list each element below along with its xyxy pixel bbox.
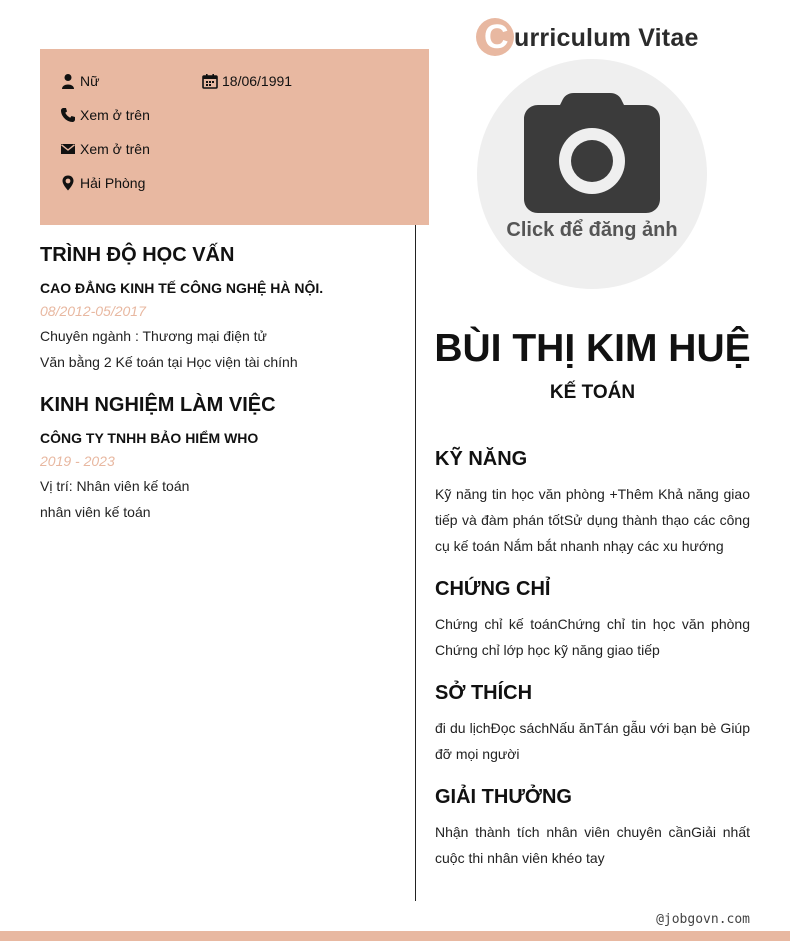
- footer-brand: @jobgovn.com: [656, 912, 750, 927]
- photo-upload[interactable]: [477, 59, 707, 289]
- logo-initial: C: [484, 18, 509, 56]
- candidate-job-title: KẾ TOÁN: [549, 382, 636, 403]
- education-school: CAO ĐẲNG KINH TẾ CÔNG NGHỆ HÀ NỘI.: [40, 280, 324, 296]
- skills-text: Kỹ năng tin học văn phòng +Thêm Khả năng giao tiếp và đàm phán tốtSử dụng thành thạo các công cụ kế toán Nắm bắt nhanh nhạy các xu hướng: [435, 486, 750, 554]
- awards-heading: GIẢI THƯỞNG: [435, 786, 572, 808]
- column-divider: [415, 225, 416, 901]
- contact-info-box: [40, 49, 429, 225]
- hobbies-heading: SỞ THÍCH: [435, 682, 533, 704]
- cv-logo: [476, 16, 716, 60]
- education-line: Văn bằng 2 Kế toán tại Học viện tài chính: [40, 354, 298, 370]
- education-period: 08/2012-05/2017: [40, 303, 146, 319]
- experience-heading: KINH NGHIỆM LÀM VIỆC: [40, 394, 276, 416]
- address-value: Hải Phòng: [80, 175, 146, 191]
- experience-period: 2019 - 2023: [40, 453, 115, 469]
- education-heading: TRÌNH ĐỘ HỌC VẤN: [40, 244, 235, 266]
- candidate-name: BÙI THỊ KIM HUỆ: [434, 327, 751, 370]
- hobbies-text: đi du lịchĐọc sáchNấu ănTán gẫu với bạn bè Giúp đỡ mọi người: [435, 720, 750, 762]
- email-item: [60, 141, 150, 157]
- location-icon: [60, 175, 76, 191]
- birthdate-value: 18/06/1991: [222, 73, 293, 89]
- person-icon: [60, 73, 76, 89]
- address-item: [60, 175, 145, 191]
- camera-icon: [524, 93, 660, 213]
- education-line: Chuyên ngành : Thương mại điện tử: [40, 328, 267, 344]
- certificates-text: Chứng chỉ kế toánChứng chỉ tin học văn phòng Chứng chỉ lớp học kỹ năng giao tiếp: [435, 616, 750, 658]
- certificates-heading: CHỨNG CHỈ: [435, 578, 551, 600]
- phone-value: Xem ở trên: [80, 107, 150, 123]
- awards-text: Nhận thành tích nhân viên chuyên cầnGiải nhất cuộc thi nhân viên khéo tay: [435, 824, 750, 866]
- email-value: Xem ở trên: [80, 141, 150, 157]
- experience-line: Vị trí: Nhân viên kế toán: [40, 478, 190, 494]
- footer-bar: [0, 931, 790, 941]
- calendar-icon: [202, 73, 218, 89]
- experience-line: nhân viên kế toán: [40, 504, 151, 520]
- skills-heading: KỸ NĂNG: [435, 448, 528, 470]
- mail-icon: [60, 141, 76, 157]
- logo-text: urriculum Vitae: [514, 24, 699, 52]
- gender-value: Nữ: [80, 73, 100, 89]
- phone-item: [60, 107, 150, 123]
- photo-upload-label: Click để đăng ảnh: [506, 219, 678, 241]
- gender-item: [60, 73, 99, 89]
- phone-icon: [60, 107, 76, 123]
- birthdate-item: [202, 73, 292, 89]
- experience-company: CÔNG TY TNHH BẢO HIỂM WHO: [40, 430, 259, 446]
